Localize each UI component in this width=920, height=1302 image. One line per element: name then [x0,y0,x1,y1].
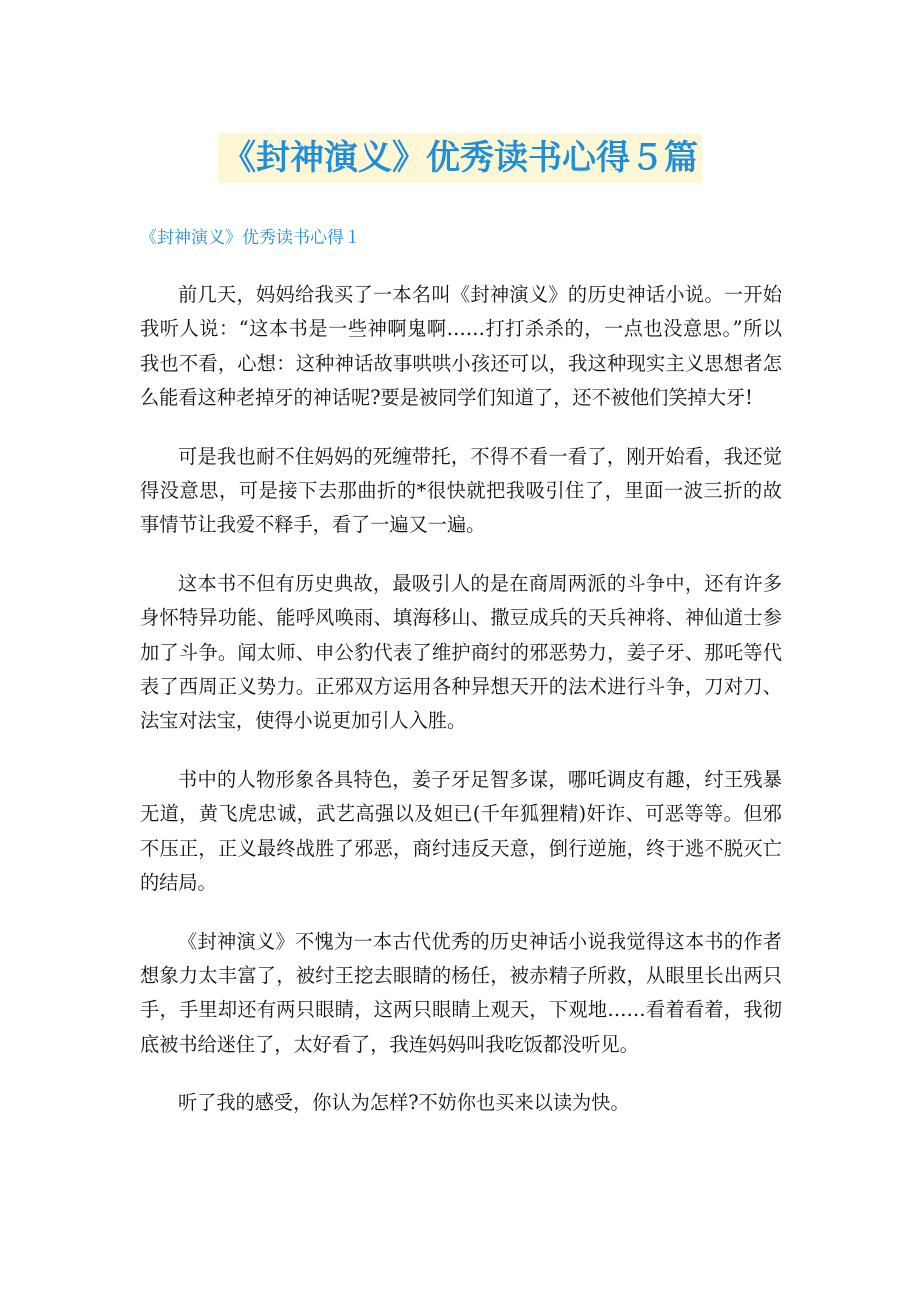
paragraph-6: 听了我的感受，你认为怎样?不妨你也买来以读为快。 [178,1091,630,1115]
paragraph-1: 前几天，妈妈给我买了一本名叫《封神演义》的历史神话小说。一开始我听人说：“这本书是一些神啊鬼啊……打打杀杀的，一点也没意思。”所以我也不看，心想：这种神话故事哄哄小孩还可以，我这种现实主义思想者怎么能看这种老掉牙的神话呢?要是被同学们知道了，还不被他们笑掉大牙! [140,283,782,410]
paragraph-5: 《封神演义》不愧为一本古代优秀的历史神话小说我觉得这本书的作者想象力太丰富了，被纣王挖去眼睛的杨任，被赤精子所救，从眼里长出两只手，手里却还有两只眼睛，这两只眼睛上观天，下观地……看着看着，我彻底被书给迷住了，太好看了，我连妈妈叫我吃饭都没听见。 [140,929,782,1056]
title-container [0,133,920,183]
paragraph-2: 可是我也耐不住妈妈的死缠带托，不得不看一看了，刚开始看，我还觉得没意思，可是接下去那曲折的*很快就把我吸引住了，里面一波三折的故事情节让我爱不释手，看了一遍又一遍。 [140,444,782,537]
section-heading: 《封神演义》优秀读书心得１ [140,228,361,248]
paragraph-3: 这本书不但有历史典故，最吸引人的是在商周两派的斗争中，还有许多身怀特异功能、能呼风唤雨、填海移山、撒豆成兵的天兵神将、神仙道士参加了斗争。闻太师、申公豹代表了维护商纣的邪恶势力，姜子牙、那吒等代表了西周正义势力。正邪双方运用各种异想天开的法术进行斗争，刀对刀、法宝对法宝，使得小说更加引人入胜。 [140,571,782,733]
paragraph-4: 书中的人物形象各具特色，姜子牙足智多谋，哪吒调皮有趣，纣王残暴无道，黄飞虎忠诚，武艺高强以及妲已(千年狐狸精)奸诈、可恶等等。但邪不压正，正义最终战胜了邪恶，商纣违反天意，倒行逆施，终于逃不脱灭亡的结局。 [140,767,782,895]
page-title: 《封神演义》优秀读书心得５篇 [218,133,702,183]
article-body [140,278,782,1145]
